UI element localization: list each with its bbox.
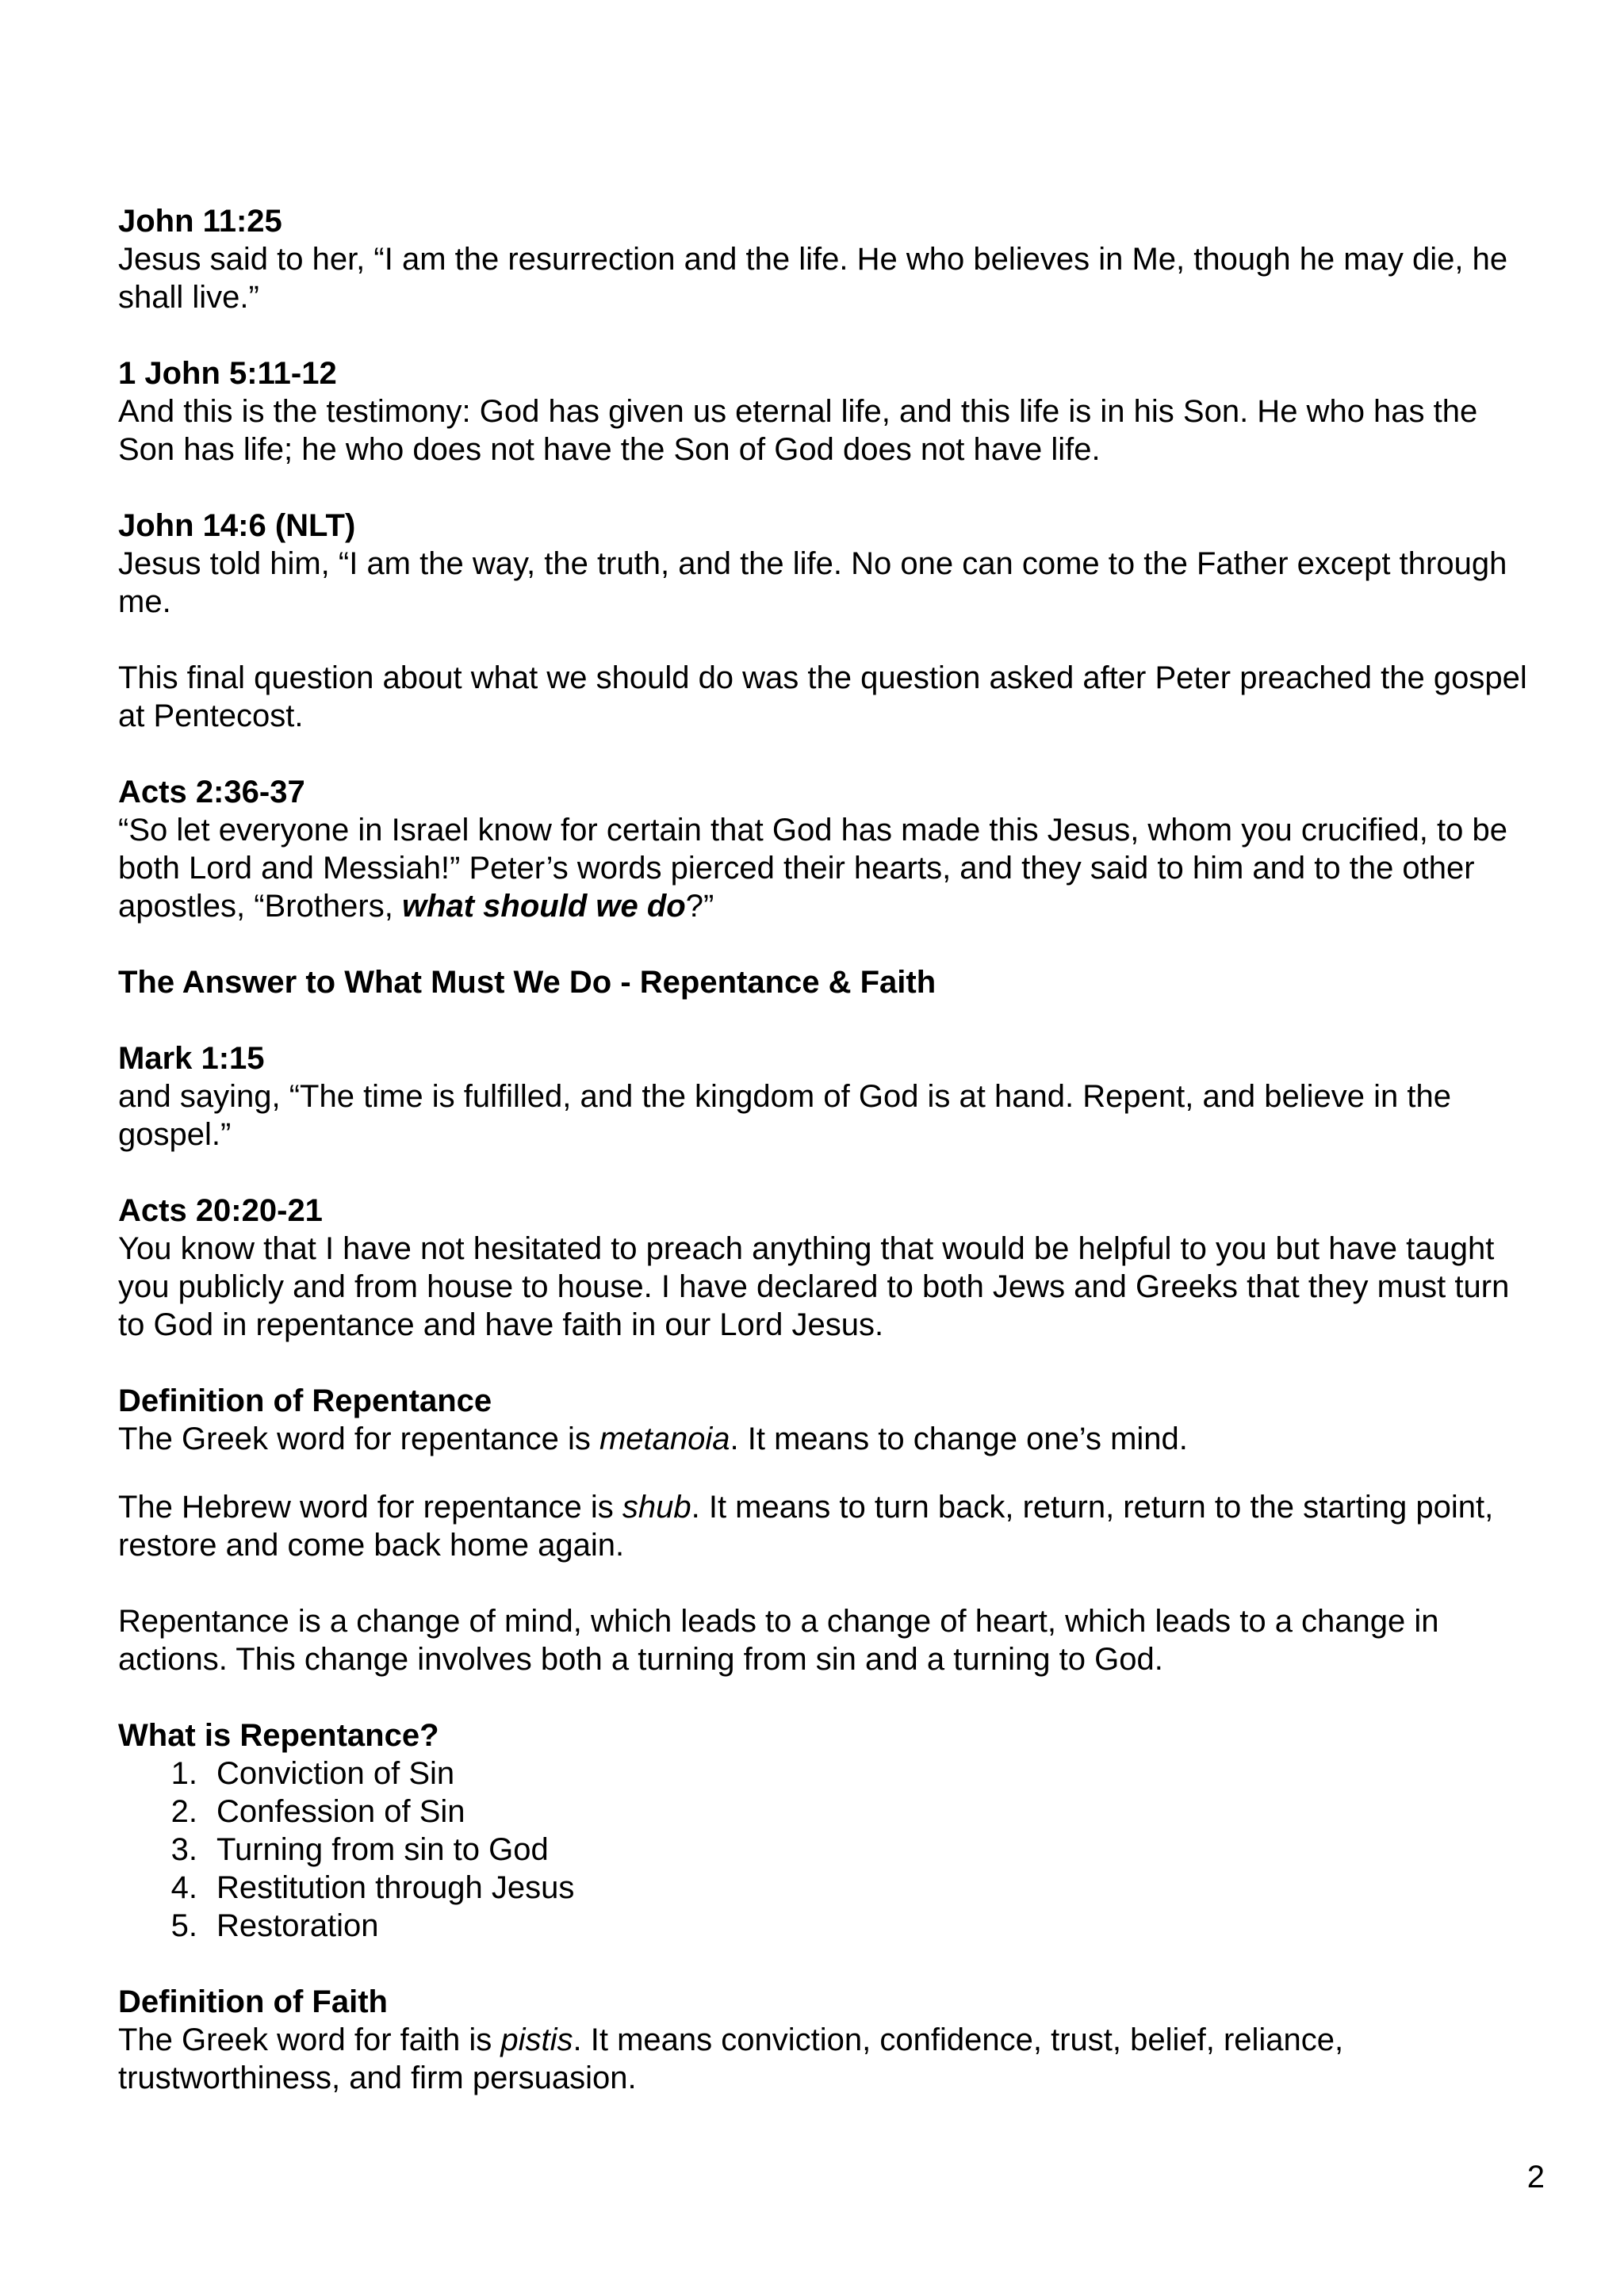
definition-text: The Hebrew word for repentance is shub. It means to turn back, return, return to the starting point, restore and come back home again. (118, 1490, 1494, 1563)
scripture-text: You know that I have not hesitated to preach anything that would be helpful to you but have taught you publicly and from house to house. I have declared to both Jews and Greeks that they must turn to God in repentance and have faith in our Lord Jesus. (118, 1231, 1510, 1342)
paragraph-repentance-change (118, 1602, 1538, 1678)
list-item: 1. Conviction of Sin (170, 1756, 455, 1791)
definition-repentance (118, 1382, 1538, 1458)
scripture-text: and saying, “The time is fulfilled, and the kingdom of God is at hand. Repent, and believe in the gospel.” (118, 1079, 1452, 1152)
scripture-reference: Acts 2:36-37 (118, 775, 305, 809)
paragraph-text: This final question about what we should do was the question asked after Peter preached the gospel at Pentecost. (118, 660, 1527, 733)
section-heading: What is Repentance? (118, 1718, 439, 1753)
hebrew-word: shub (622, 1490, 691, 1525)
definition-text: The Greek word for repentance is metanoia. It means to change one’s mind. (118, 1422, 1188, 1456)
emphasis-text: what should we do (401, 889, 686, 924)
page-content (118, 202, 1538, 2135)
scripture-text: And this is the testimony: God has given us eternal life, and this life is in his Son. He who has the Son has life; he who does not have the Son of God does not have life. (118, 394, 1478, 467)
scripture-1-john-5-11 (118, 354, 1538, 469)
scripture-text (118, 811, 1538, 925)
scripture-text-start: “So let everyone in Israel know for certain that God has made this Jesus, whom you crucified, to be both Lord and Messiah!” Peter’s words pierced their hearts, and they said to him and to the other apostles, “Brothers, (118, 813, 1507, 924)
scripture-reference: John 14:6 (NLT) (118, 508, 356, 543)
definition-faith (118, 1983, 1538, 2097)
scripture-john-14-6 (118, 507, 1538, 621)
greek-word: pistis (500, 2022, 573, 2057)
definition-text: The Greek word for faith is pistis. It means conviction, confidence, trust, belief, reliance, trustworthiness, and firm persuasion. (118, 2022, 1344, 2095)
hebrew-definition (118, 1488, 1538, 1564)
scripture-john-11-25 (118, 202, 1538, 316)
scripture-reference: Mark 1:15 (118, 1041, 265, 1076)
what-is-repentance (118, 1716, 1538, 1945)
scripture-reference: Acts 20:20-21 (118, 1193, 323, 1228)
section-heading-answer (118, 963, 1538, 1001)
scripture-acts-20-20 (118, 1192, 1538, 1344)
paragraph-text: Repentance is a change of mind, which leads to a change of heart, which leads to a change in actions. This change involves both a turning from sin and a turning to God. (118, 1604, 1439, 1677)
greek-word: metanoia (599, 1422, 730, 1456)
repentance-list (118, 1755, 1538, 1945)
section-heading: Definition of Faith (118, 1984, 388, 2019)
page-number: 2 (1526, 2160, 1545, 2195)
scripture-acts-2-36 (118, 773, 1538, 925)
list-item: 4. Restitution through Jesus (170, 1870, 575, 1905)
list-item: 2. Confession of Sin (170, 1794, 465, 1829)
scripture-reference: John 11:25 (118, 204, 282, 239)
paragraph-pentecost (118, 659, 1538, 735)
scripture-mark-1-15 (118, 1039, 1538, 1154)
scripture-reference: 1 John 5:11-12 (118, 356, 337, 391)
scripture-text: Jesus told him, “I am the way, the truth, and the life. No one can come to the Father except through me. (118, 546, 1507, 619)
scripture-text-end: ?” (685, 889, 714, 924)
list-item: 3. Turning from sin to God (170, 1832, 549, 1867)
scripture-text: Jesus said to her, “I am the resurrection and the life. He who believes in Me, though he may die, he shall live.” (118, 242, 1508, 315)
list-item: 5. Restoration (170, 1908, 379, 1943)
section-heading: Definition of Repentance (118, 1383, 492, 1418)
section-heading: The Answer to What Must We Do - Repentance & Faith (118, 965, 936, 1000)
